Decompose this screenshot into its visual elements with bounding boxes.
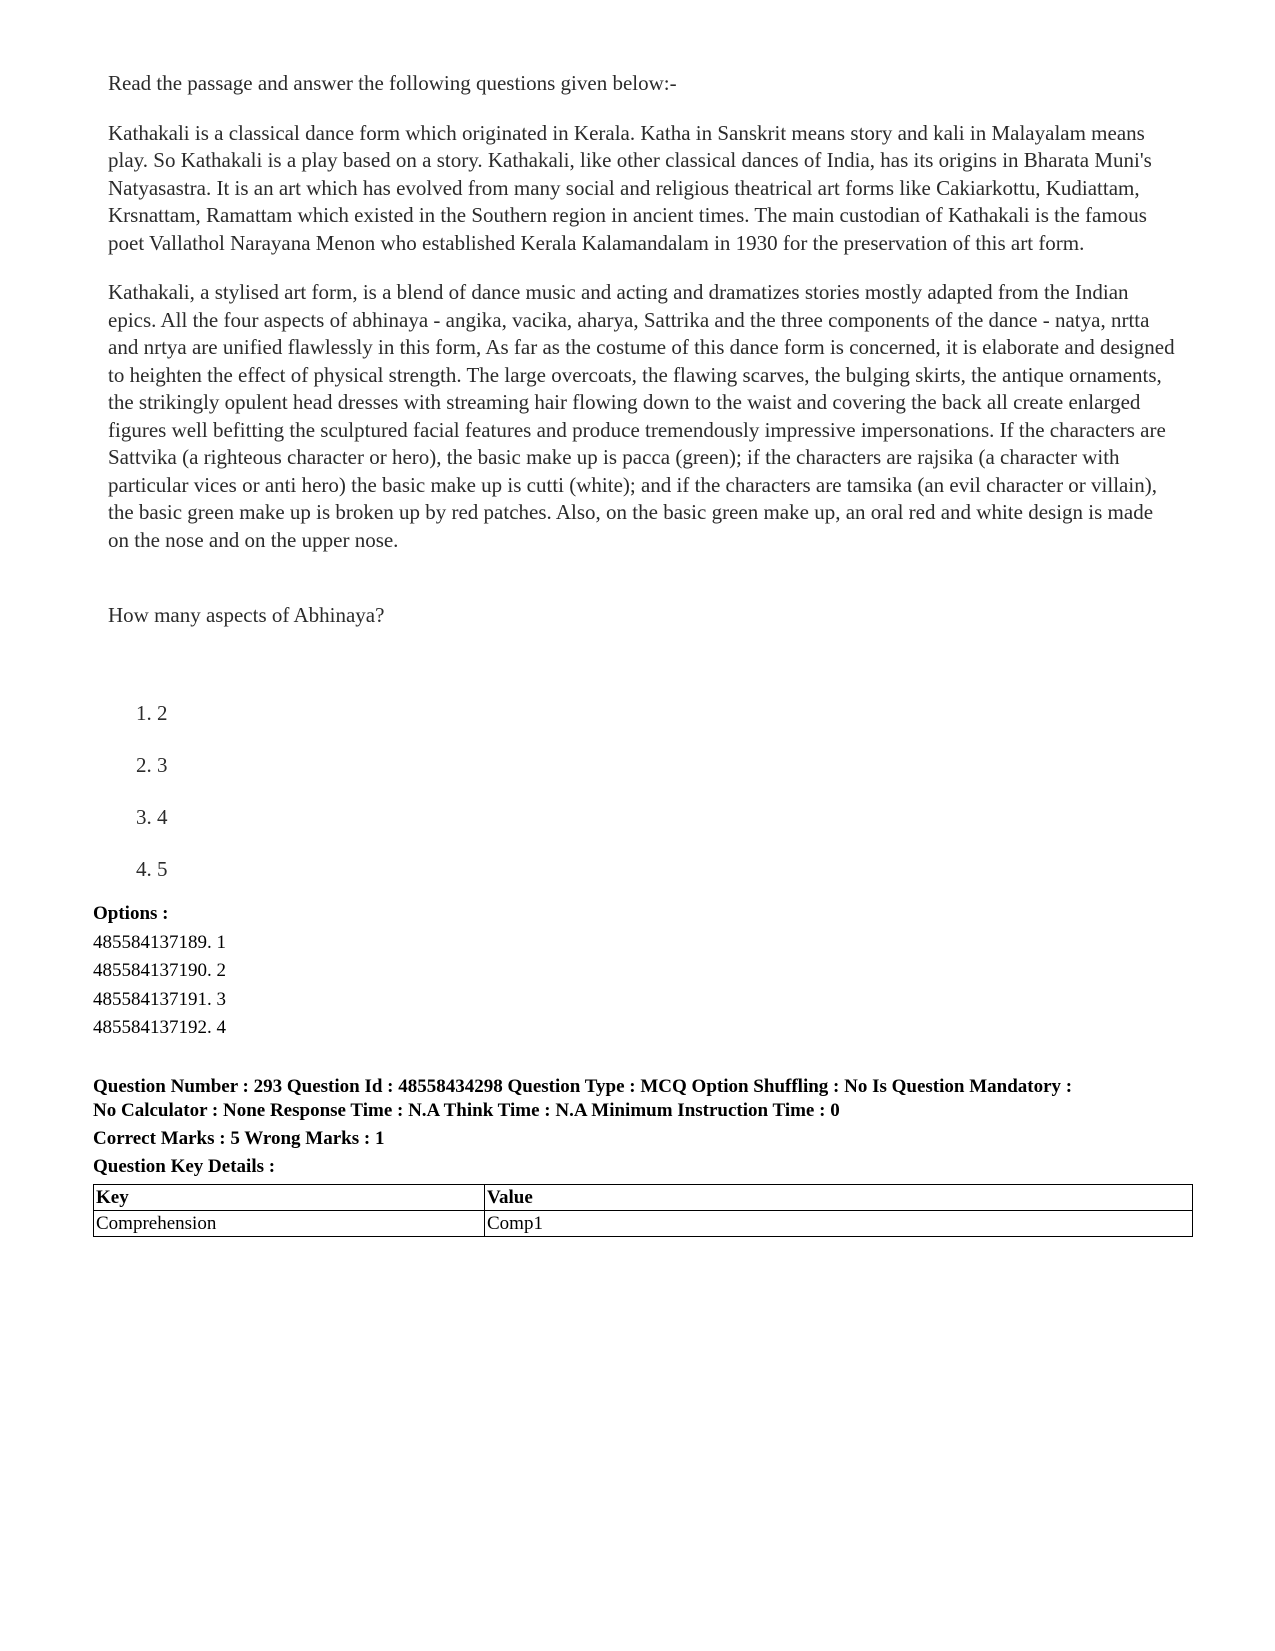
question-choice: 1. 2 [136,701,168,725]
options-block [93,900,1193,1043]
option-item: 485584137191. 3 [93,988,226,1010]
table-header-key: Key [94,1185,485,1211]
question-choice: 3. 4 [136,805,168,829]
option-item: 485584137190. 2 [93,960,226,981]
question-choice: 4. 5 [136,857,168,881]
key-details-table [93,1184,1193,1237]
marks-line: Correct Marks : 5 Wrong Marks : 1 [93,1128,385,1149]
meta-line-2: No Calculator : None Response Time : N.A Think Time : N.A Minimum Instruction Time : 0 [93,1100,840,1121]
table-cell-value: Comp1 [485,1211,1193,1237]
option-item: 485584137192. 4 [93,1017,226,1038]
passage-scan [108,70,1178,630]
question-meta [93,1075,1193,1179]
table-cell-key: Comprehension [94,1211,485,1237]
table-header-value: Value [485,1185,1193,1211]
passage-paragraph-1: Kathakali is a classical dance form which originated in Kerala. Katha in Sanskrit means story and kali in Malayalam means play. So Kathakali is a play based on a story. Kathakali, like other classical dances of India, has its origins in Bharata Muni's Natyasastra. It is an art which has evolved from many social and religious theatrical art forms like Cakiarkottu, Kudiattam, Krsnattam, Ramattam which existed in the Southern region in ancient times. The main custodian of Kathakali is the famous poet Vallathol Narayana Menon who established Kerala Kalamandalam in 1930 for the preservation of this art form. [108,120,1152,255]
passage-intro: Read the passage and answer the following questions given below:- [108,71,677,95]
table-row [94,1211,1193,1237]
table-header-row [94,1185,1193,1211]
passage-paragraph-2: Kathakali, a stylised art form, is a blend of dance music and acting and dramatizes stories mostly adapted from the Indian epics. All the four aspects of abhinaya - angika, vacika, aharya, Sattrika and the three components of the dance - natya, nrtta and nrtya are unified flawlessly in this form, As far as the costume of this dance form is concerned, it is elaborate and designed to heighten the effect of physical strength. The large overcoats, the flawing scarves, the bulging skirts, the antique ornaments, the strikingly opulent head dresses with streaming hair flowing down to the waist and covering the back all create enlarged figures well befitting the sculptured facial features and produce tremendously impressive impersonations. If the characters are Sattvika (a righteous character or hero), the basic make up is pacca (green); if the characters are rajsika (a character with particular vices or anti hero) the basic make up is cutti (white); and if the characters are tamsika (an evil character or villain), the basic green make up is broken up by red patches. Also, on the basic green make up, an oral red and white design is made on the nose and on the upper nose. [108,280,1175,552]
key-details-heading: Question Key Details : [93,1156,276,1177]
question-choice: 2. 3 [136,753,168,777]
options-heading: Options : [93,903,169,924]
option-item: 485584137189. 1 [93,931,226,953]
question-text: How many aspects of Abhinaya? [108,603,385,627]
meta-line-1: Question Number : 293 Question Id : 48558434298 Question Type : MCQ Option Shuffling : No Is Question Mandatory : [93,1076,1073,1097]
